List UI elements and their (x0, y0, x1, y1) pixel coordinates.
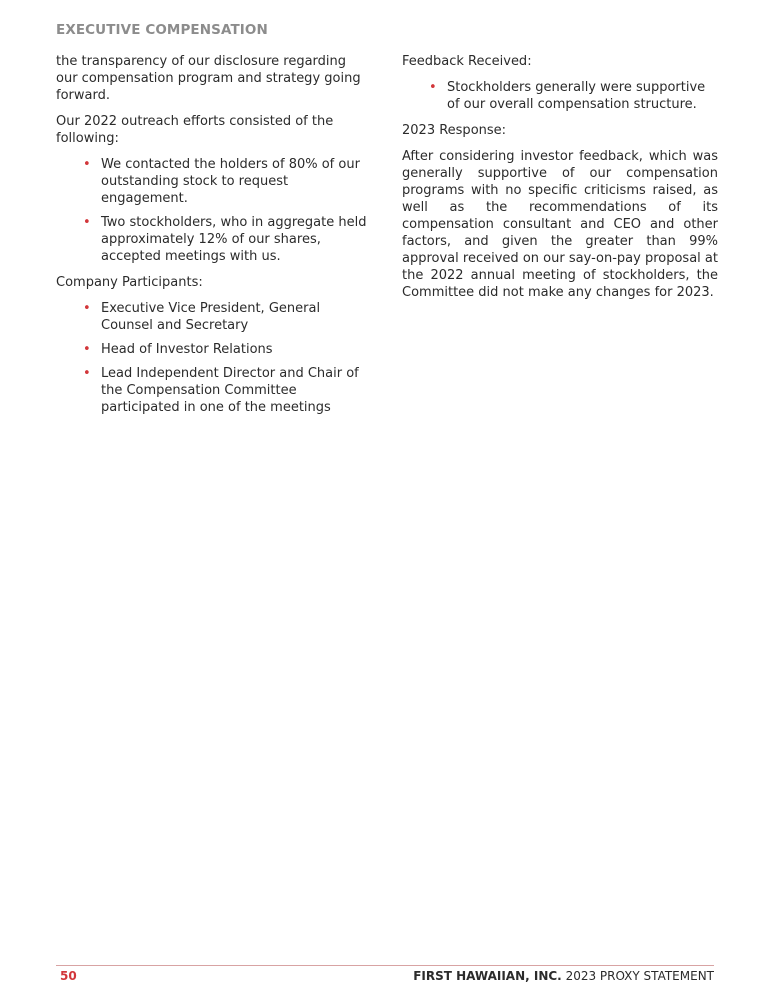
list-item: • Two stockholders, who in aggregate held approximately 12% of our shares, accepted meetings with us. (83, 215, 367, 264)
response-heading: 2023 Response: (402, 123, 507, 138)
feedback-heading: Feedback Received: (402, 54, 532, 69)
intro-paragraph: the transparency of our disclosure regarding our compensation program and strategy going forward. (56, 54, 361, 103)
footer-divider (56, 965, 714, 966)
bullet-icon: • (83, 157, 91, 172)
bullet-icon: • (83, 215, 91, 230)
bullet-icon: • (83, 301, 91, 316)
left-column (56, 53, 368, 425)
list-item: • We contacted the holders of 80% of our outstanding stock to request engagement. (83, 157, 360, 206)
footer-document-title (413, 968, 714, 984)
bullet-icon: • (429, 80, 437, 95)
page-number: 50 (60, 969, 77, 983)
feedback-list (402, 79, 718, 113)
document-name: 2023 PROXY STATEMENT (565, 969, 714, 983)
list-item: • Head of Investor Relations (83, 342, 273, 357)
list-item: • Stockholders generally were supportive of our overall compensation structure. (429, 80, 706, 112)
list-item: • Executive Vice President, General Counsel and Secretary (83, 301, 321, 333)
participants-list (56, 300, 368, 416)
company-name: FIRST HAWAIIAN, INC. (413, 969, 562, 983)
right-column (402, 53, 718, 310)
section-header: EXECUTIVE COMPENSATION (56, 22, 268, 38)
list-item: • Lead Independent Director and Chair of the Compensation Committee participated in one of the meetings (83, 366, 359, 415)
bullet-icon: • (83, 342, 91, 357)
participants-heading: Company Participants: (56, 275, 203, 290)
bullet-icon: • (83, 366, 91, 381)
outreach-paragraph: Our 2022 outreach efforts consisted of the following: (56, 114, 334, 146)
outreach-list (56, 156, 368, 265)
response-paragraph: After considering investor feedback, which was generally supportive of our compensation programs with no specific criticisms raised, as well as the recommendations of its compensation consultant and CEO and other factors, and given the greater than 99% approval received on our say-on-pay proposal at the 2022 annual meeting of stockholders, the Committee did not make any changes for 2023. (402, 149, 718, 300)
